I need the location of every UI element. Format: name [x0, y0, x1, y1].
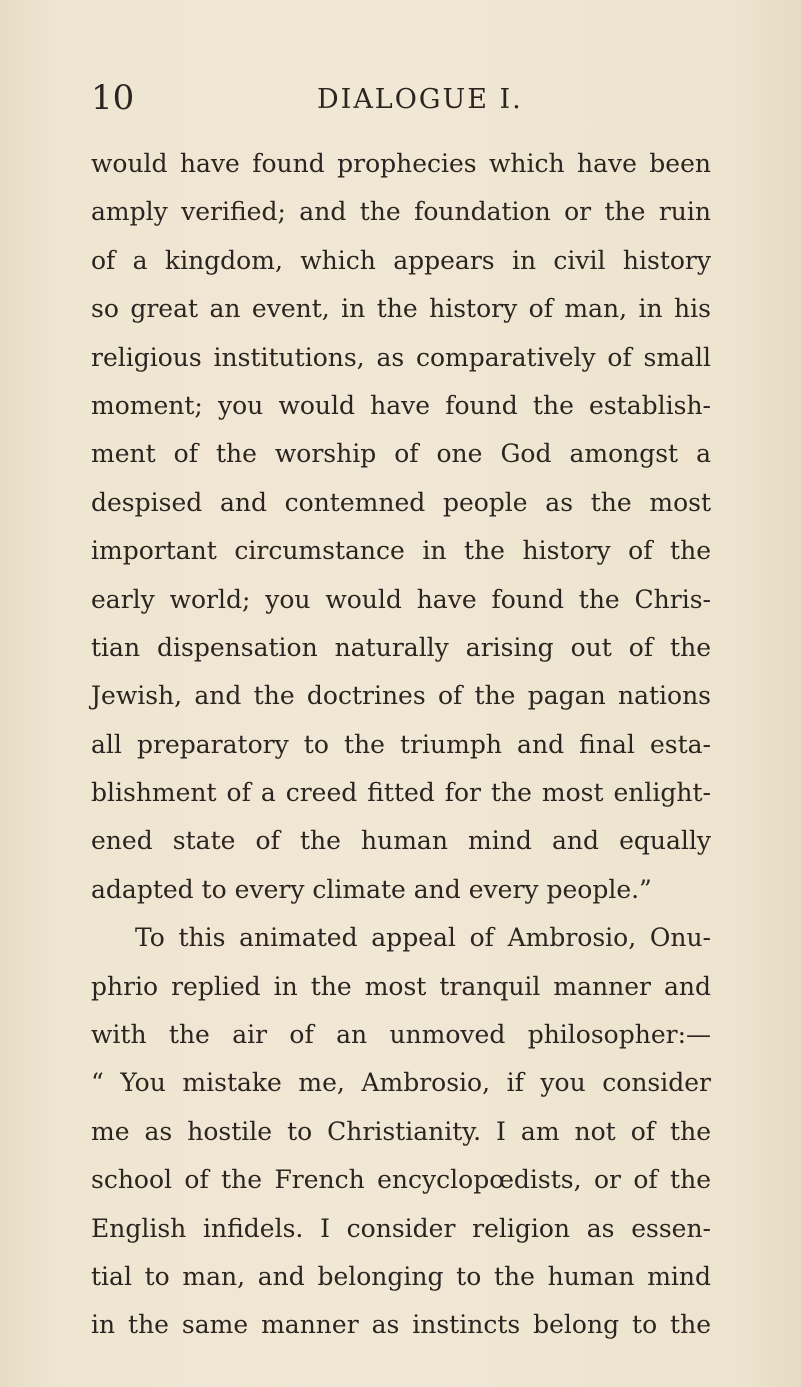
text-line: all preparatory to the triumph and final esta-	[91, 729, 711, 759]
running-head: DIALOGUE I.	[317, 84, 523, 115]
text-line: early world; you would have found the Chris-	[91, 584, 711, 614]
page-header	[91, 78, 711, 128]
text-line: important circumstance in the history of the	[91, 536, 711, 566]
text-line: religious institutions, as comparatively of small	[91, 342, 711, 372]
text-line: ened state of the human mind and equally	[91, 826, 711, 856]
text-line: phrio replied in the most tranquil manner and	[91, 971, 711, 1001]
text-line: so great an event, in the history of man, in his	[91, 294, 711, 324]
text-line: of a kingdom, which appears in civil history	[91, 245, 711, 275]
text-line: ment of the worship of one God amongst a	[91, 439, 711, 469]
text-line: tial to man, and belonging to the human mind	[91, 1261, 711, 1291]
text-line: “ You mistake me, Ambrosio, if you consider	[91, 1068, 711, 1098]
text-line: blishment of a creed fitted for the most enlight-	[91, 778, 711, 808]
text-line: Jewish, and the doctrines of the pagan nations	[91, 681, 711, 711]
text-line: tian dispensation naturally arising out of the	[91, 632, 711, 662]
text-line: in the same manner as instincts belong to the	[91, 1310, 711, 1340]
text-line: would have found prophecies which have been	[91, 149, 711, 178]
paragraph-start-line: To this animated appeal of Ambrosio, Onu-	[135, 923, 711, 953]
text-line: moment; you would have found the establish-	[91, 390, 711, 420]
page-number: 10	[91, 78, 135, 118]
body-text	[91, 140, 711, 1350]
text-line: with the air of an unmoved philosopher:—	[91, 1020, 711, 1050]
text-line: amply verified; and the foundation or the ruin	[91, 197, 711, 227]
text-line: me as hostile to Christianity. I am not of the	[91, 1116, 711, 1146]
text-line: school of the French encyclopœdists, or of the	[91, 1165, 711, 1195]
text-line: English infidels. I consider religion as essen-	[91, 1213, 711, 1243]
paragraph-end-line: adapted to every climate and every people.”	[91, 874, 652, 904]
text-line: despised and contemned people as the most	[91, 487, 711, 517]
